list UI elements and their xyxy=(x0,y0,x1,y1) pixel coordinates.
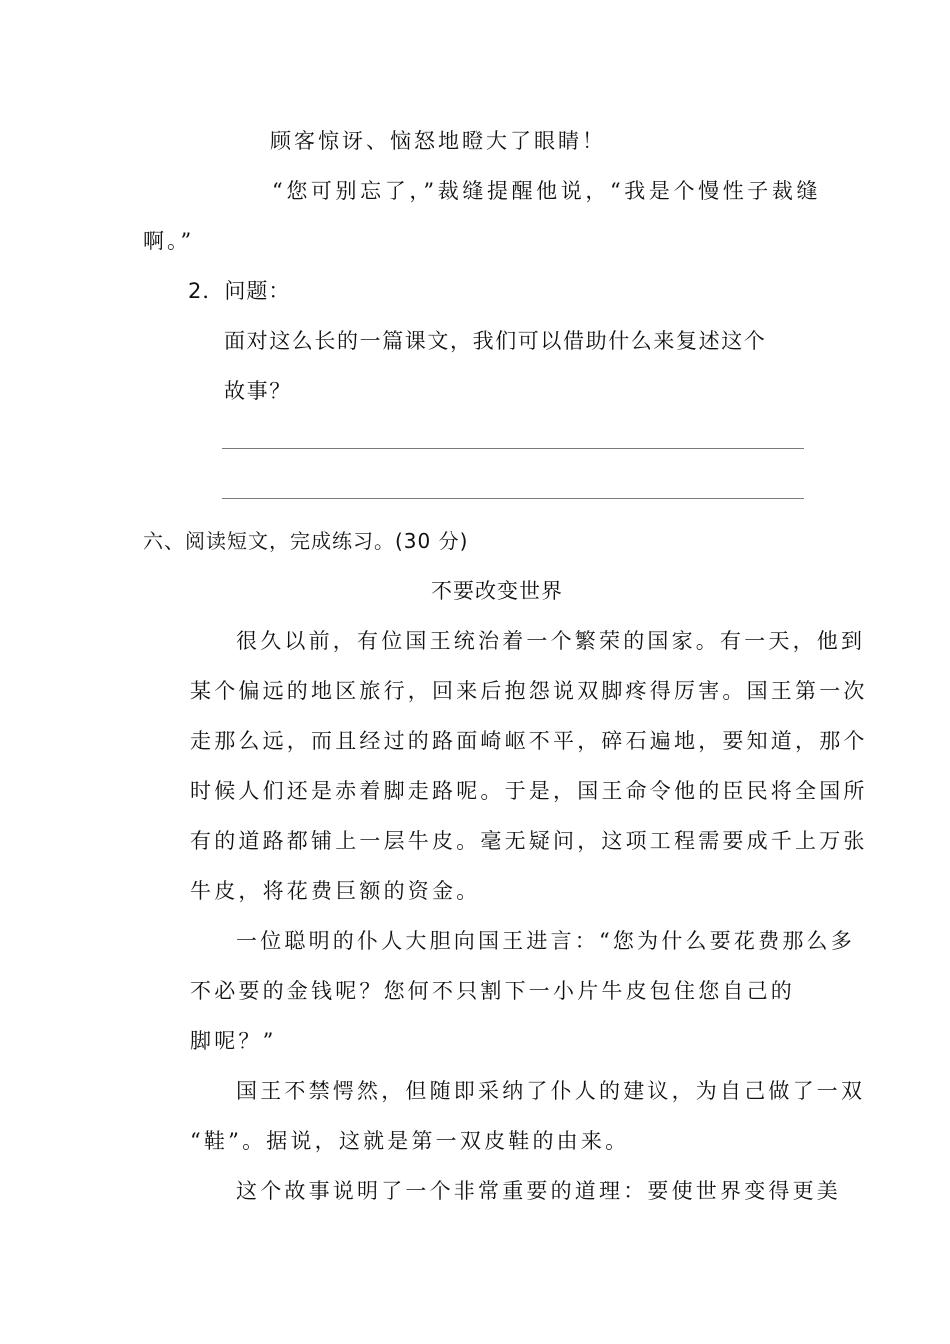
answer-line[interactable] xyxy=(222,448,804,449)
question-label: 2．问题： xyxy=(188,279,291,303)
passage-line: “鞋”。据说，这就是第一双皮鞋的由来。 xyxy=(190,1129,630,1153)
story-line: 顾客惊讶、恼怒地瞪大了眼睛！ xyxy=(270,129,606,153)
passage-line: 牛皮，将花费巨额的资金。 xyxy=(190,879,481,903)
section-heading: 六、阅读短文，完成练习。(30 分) xyxy=(143,529,469,553)
passage-line: 很久以前，有位国王统治着一个繁荣的国家。有一天，他到 xyxy=(236,629,866,653)
answer-line[interactable] xyxy=(222,498,804,499)
passage-line: 不必要的金钱呢？您何不只割下一小片牛皮包住您自己的 xyxy=(190,979,795,1003)
story-line: 啊。” xyxy=(143,229,195,253)
passage-line: 有的道路都铺上一层牛皮。毫无疑问，这项工程需要成千上万张 xyxy=(190,829,868,853)
question-text: 故事？ xyxy=(224,379,292,403)
passage-title: 不要改变世界 xyxy=(431,579,563,603)
question-text: 面对这么长的一篇课文，我们可以借助什么来复述这个 xyxy=(224,329,767,353)
passage-line: 国王不禁愕然，但随即采纳了仆人的建议，为自己做了一双 xyxy=(236,1079,866,1103)
passage-line: 这个故事说明了一个非常重要的道理：要使世界变得更美 xyxy=(236,1179,841,1203)
passage-line: 时候人们还是赤着脚走路呢。于是，国王命令他的臣民将全国所 xyxy=(190,779,868,803)
passage-line: 某个偏远的地区旅行，回来后抱怨说双脚疼得厉害。国王第一次 xyxy=(190,679,868,703)
passage-line: 脚呢？” xyxy=(190,1029,277,1053)
passage-line: 一位聪明的仆人大胆向国王进言：“您为什么要花费那么多 xyxy=(236,929,855,953)
story-line: “您可别忘了，”裁缝提醒他说，“我是个慢性子裁缝 xyxy=(272,179,822,203)
passage-line: 走那么远，而且经过的路面崎岖不平，碎石遍地，要知道，那个 xyxy=(190,729,868,753)
